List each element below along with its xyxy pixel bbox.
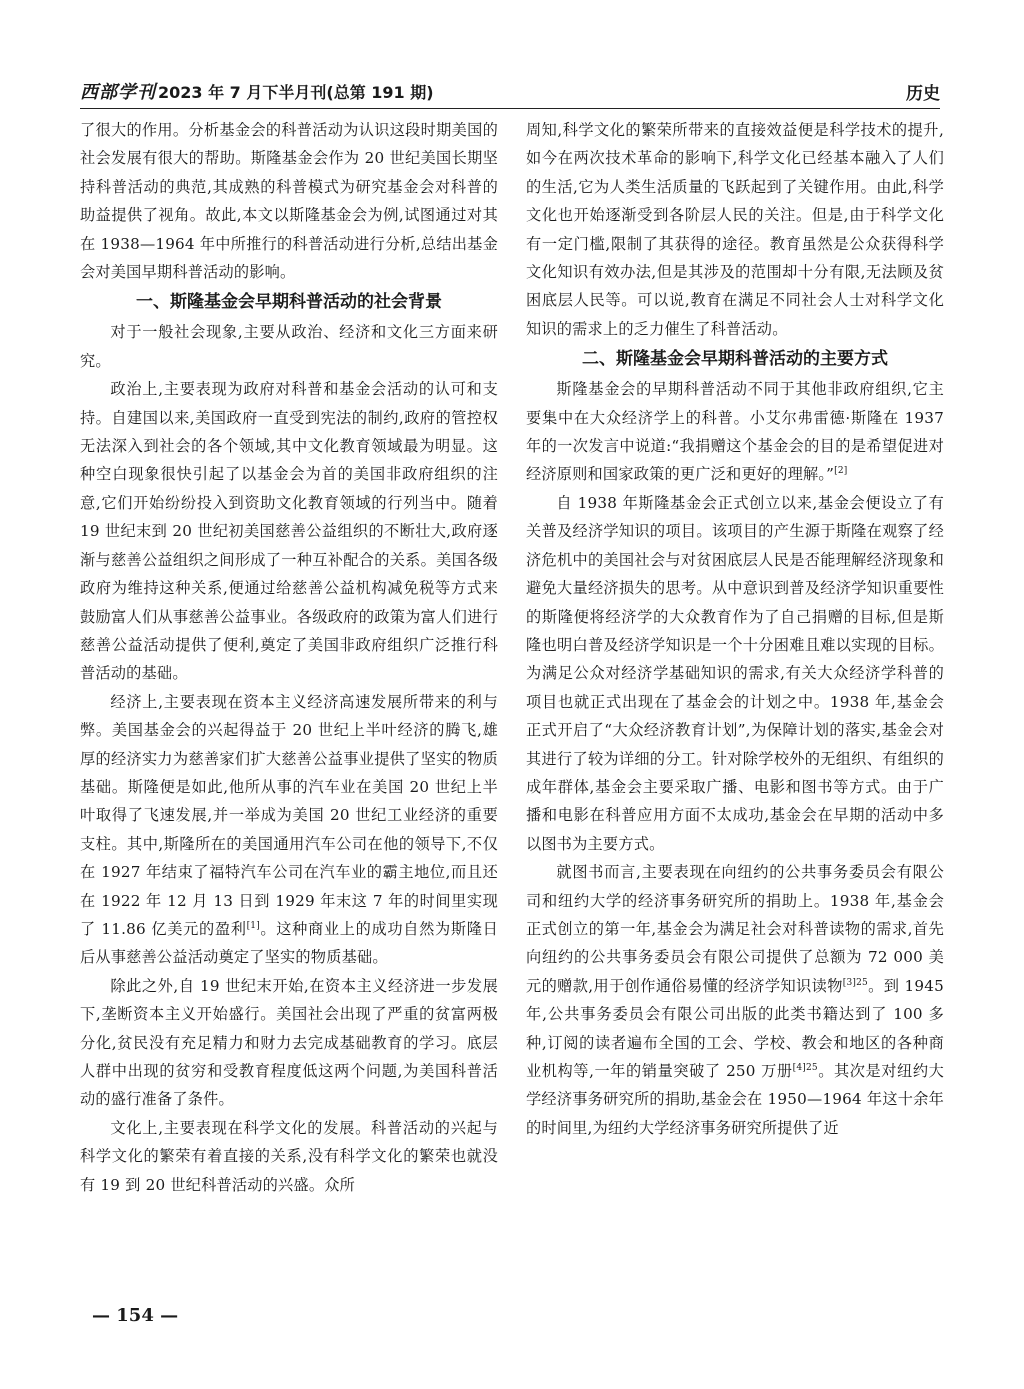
citation-ref: [2] xyxy=(834,466,848,477)
paragraph xyxy=(526,858,944,1142)
section-heading: 二、斯隆基金会早期科普活动的主要方式 xyxy=(582,349,888,370)
paragraph-text: 。到 1945 年,公共事务委员会有限公司出版的此类书籍达到了 100 多种,订阅的读者遍布全国的工会、学校、教会和地区的各种商业机构等,一年的销量突破了 250 万册 xyxy=(526,976,944,1080)
paragraph: 了很大的作用。分析基金会的科普活动为认识这段时期美国的社会发展有很大的帮助。斯隆基金会作为 20 世纪美国长期坚持科普活动的典范,其成熟的科普模式为研究基金会对科普的助益提供了视角。故此,本文以斯隆基金会为例,试图通过对其在 1938—1964 年中所推行的科普活动进行分析,总结出基金会对美国早期科普活动的影响。 xyxy=(80,121,498,282)
paragraph: 自 1938 年斯隆基金会正式创立以来,基金会便设立了有关普及经济学知识的项目。该项目的产生源于斯隆在观察了经济危机中的美国社会与对贫困底层人民是否能理解经济现象和避免大量经济损失的思考。从中意识到普及经济学知识重要性的斯隆便将经济学的大众教育作为了自己捐赠的目标,但是斯隆也明白普及经济学知识是一个十分困难且难以实现的目标。为满足公众对经济学基础知识的需求,有关大众经济学科普的项目也就正式出现在了基金会的计划之中。1938 年,基金会正式开启了“大众经济教育计划”,为保障计划的落实,基金会对其进行了较为详细的分工。针对除学校外的无组织、有组织的成年群体,基金会主要采取广播、电影和图书等方式。由于广播和电影在科普应用方面不太成功,基金会在早期的活动中多以图书为主要方式。 xyxy=(526,493,944,853)
paragraph xyxy=(80,688,498,972)
paragraph-text: 。其次是对纽约大学经济事务研究所的捐助,基金会在 1950—1964 年这十余年的时间里,为纽约大学经济事务研究所提供了近 xyxy=(526,1062,944,1137)
paragraph-text: 斯隆基金会的早期科普活动不同于其他非政府组织,它主要集中在大众经济学上的科普。小艾尔弗雷德·斯隆在 1937 年的一次发言中说道:“我捐赠这个基金会的目的是希望促进对经济原则和国家政策的更广泛和更好的理解。” xyxy=(526,380,944,484)
section-heading: 一、斯隆基金会早期科普活动的社会背景 xyxy=(136,292,442,313)
right-column xyxy=(526,116,944,1321)
journal-logo: 西部学刊 xyxy=(80,82,156,103)
paragraph: 周知,科学文化的繁荣所带来的直接效益便是科学技术的提升,如今在两次技术革命的影响下,科学文化已经基本融入了人们的生活,它为人类生活质量的飞跃起到了关键作用。由此,科学文化也开始逐渐受到各阶层人民的关注。但是,由于科学文化有一定门槛,限制了其获得的途径。教育虽然是公众获得科学文化知识有效办法,但是其涉及的范围却十分有限,无法顾及贫困底层人民等。可以说,教育在满足不同社会人士对科学文化知识的需求上的乏力催生了科普活动。 xyxy=(526,121,944,338)
paragraph-text: 就图书而言,主要表现在向纽约的公共事务委员会有限公司和纽约大学的经济事务研究所的捐助上。1938 年,基金会正式创立的第一年,基金会为满足社会对科普读物的需求,首先向纽约的公共事务委员会有限公司提供了总额为 72 000 美元的赠款,用于创作通俗易懂的经济学知识读物 xyxy=(526,863,944,995)
paragraph: 除此之外,自 19 世纪末开始,在资本主义经济进一步发展下,垄断资本主义开始盛行。美国社会出现了严重的贫富两极分化,贫民没有充足精力和财力去完成基础教育的学习。底层人群中出现的贫穷和受教育程度低这两个问题,为美国科普活动的盛行准备了条件。 xyxy=(80,976,498,1109)
citation-ref: [3]25 xyxy=(842,977,868,988)
citation-ref: [4]25 xyxy=(792,1062,818,1073)
section-name: 历史 xyxy=(906,84,940,104)
header-left xyxy=(80,78,434,104)
paragraph-text: 经济上,主要表现在资本主义经济高速发展所带来的利与弊。美国基金会的兴起得益于 20 世纪上半叶经济的腾飞,雄厚的经济实力为慈善家们扩大慈善公益事业提供了坚实的物质基础。斯隆便是如此,他所从事的汽车业在美国 20 世纪上半叶取得了飞速发展,并一举成为美国 20 世纪工业经济的重要支柱。其中,斯隆所在的美国通用汽车公司在他的领导下,不仅在 1927 年结束了福特汽车公司在汽车业的霸主地位,而且还在 1922 年 12 月 13 日到 1929 年末这 7 年的时间里实现了 11.86 亿美元的盈利 xyxy=(80,692,498,938)
running-header xyxy=(80,70,940,109)
left-column xyxy=(80,116,498,1321)
paragraph xyxy=(526,375,944,489)
paragraph: 政治上,主要表现为政府对科普和基金会活动的认可和支持。自建国以来,美国政府一直受到宪法的制约,政府的管控权无法深入到社会的各个领域,其中文化教育领域最为明显。这种空白现象很快引起了以基金会为首的美国非政府组织的注意,它们开始纷纷投入到资助文化教育领域的行列当中。随着 19 世纪末到 20 世纪初美国慈善公益组织的不断壮大,政府逐渐与慈善公益组织之间形成了一种互补配合的关系。美国各级政府为维持这种关系,便通过给慈善公益机构减免税等方式来鼓励富人们从事慈善公益事业。各级政府的政策为富人们进行慈善公益活动提供了便利,奠定了美国非政府组织广泛推行科普活动的基础。 xyxy=(80,380,498,683)
citation-ref: [1] xyxy=(246,920,260,931)
paragraph-text: 。这种商业上的成功自然为斯隆日后从事慈善公益活动奠定了坚实的物质基础。 xyxy=(80,919,498,967)
paragraph: 对于一般社会现象,主要从政治、经济和文化三方面来研究。 xyxy=(80,323,498,370)
paragraph: 文化上,主要表现在科学文化的发展。科普活动的兴起与科学文化的繁荣有着直接的关系,没有科学文化的繁荣也就没有 19 到 20 世纪科普活动的兴盛。众所 xyxy=(80,1118,498,1194)
body-columns xyxy=(80,116,944,1321)
issue-info: 2023 年 7 月下半月刊(总第 191 期) xyxy=(158,83,434,102)
page-number: — 154 — xyxy=(92,1305,179,1326)
